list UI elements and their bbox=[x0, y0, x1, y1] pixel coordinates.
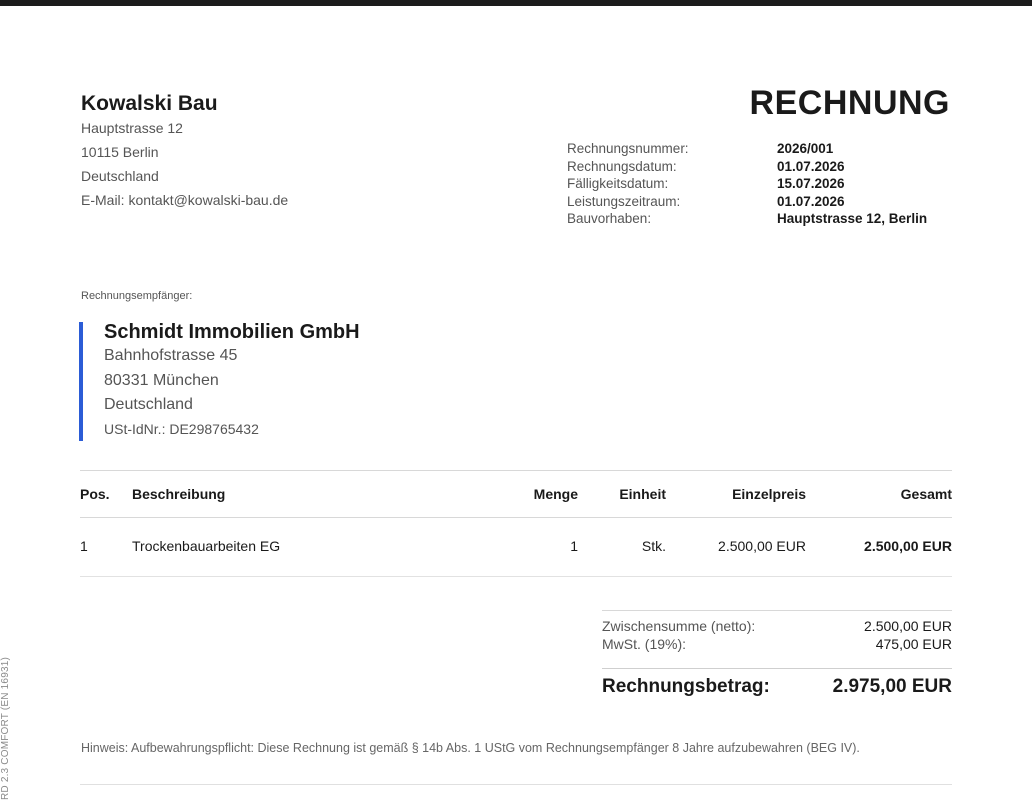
meta-value: 01.07.2026 bbox=[777, 193, 845, 209]
sender-city: 10115 Berlin bbox=[81, 144, 159, 160]
row-total: 2.500,00 EUR bbox=[864, 538, 952, 554]
sender-name: Kowalski Bau bbox=[81, 92, 218, 115]
sender-email: E-Mail: kontakt@kowalski-bau.de bbox=[81, 192, 289, 208]
table-header bbox=[80, 470, 952, 518]
sender-block bbox=[81, 92, 288, 212]
header-unit: Einheit bbox=[619, 486, 666, 502]
grand-total-value: 2.975,00 EUR bbox=[832, 676, 952, 697]
vat-row bbox=[602, 633, 952, 656]
vat-value: 475,00 EUR bbox=[875, 636, 952, 652]
recipient-country: Deutschland bbox=[104, 396, 193, 413]
sender-country: Deutschland bbox=[81, 168, 159, 184]
meta-label: Rechnungsdatum: bbox=[567, 158, 677, 174]
header-pos: Pos. bbox=[80, 486, 110, 502]
totals-block bbox=[602, 610, 952, 697]
subtotal-row bbox=[602, 610, 952, 633]
header-quantity: Menge bbox=[533, 486, 578, 502]
header-total: Gesamt bbox=[900, 486, 952, 502]
recipient-block bbox=[79, 322, 360, 441]
retention-note: Hinweis: Aufbewahrungspflicht: Diese Rechnung ist gemäß § 14b Abs. 1 UStG vom Rechnungsempfänger 8 Jahre aufzubewahren (BEG IV). bbox=[81, 741, 860, 755]
line-items-table bbox=[80, 470, 952, 577]
meta-value: Hauptstrasse 12, Berlin bbox=[777, 211, 928, 226]
row-unit: Stk. bbox=[641, 538, 666, 554]
grand-total-label: Rechnungsbetrag: bbox=[602, 676, 770, 697]
meta-label: Rechnungsnummer: bbox=[567, 141, 689, 156]
meta-row-invoice-number bbox=[567, 140, 952, 158]
header-unit-price: Einzelpreis bbox=[732, 486, 806, 502]
row-unit-price: 2.500,00 EUR bbox=[718, 538, 806, 554]
document-title: RECHNUNG bbox=[749, 84, 950, 122]
vat-label: MwSt. (19%): bbox=[602, 636, 687, 652]
meta-row-due-date bbox=[567, 175, 952, 193]
subtotal-value: 2.500,00 EUR bbox=[864, 618, 952, 634]
top-bar bbox=[0, 0, 1032, 6]
recipient-city: 80331 München bbox=[104, 371, 219, 389]
recipient-name: Schmidt Immobilien GmbH bbox=[104, 321, 360, 343]
sender-street: Hauptstrasse 12 bbox=[81, 120, 183, 136]
meta-row-project bbox=[567, 210, 952, 228]
row-pos: 1 bbox=[80, 538, 88, 554]
subtotal-label: Zwischensumme (netto): bbox=[602, 618, 756, 634]
meta-label: Bauvorhaben: bbox=[567, 211, 652, 226]
recipient-caption: Rechnungsempfänger: bbox=[81, 290, 193, 302]
meta-label: Leistungszeitraum: bbox=[567, 193, 681, 209]
grand-total-row bbox=[602, 668, 952, 704]
meta-value: 15.07.2026 bbox=[777, 176, 845, 191]
footer-divider bbox=[80, 784, 952, 785]
recipient-vat-id: USt-IdNr.: DE298765432 bbox=[104, 420, 259, 437]
invoice-meta bbox=[567, 140, 952, 228]
table-row bbox=[80, 518, 952, 577]
meta-value: 2026/001 bbox=[777, 141, 834, 156]
row-quantity: 1 bbox=[570, 538, 578, 554]
meta-label: Fälligkeitsdatum: bbox=[567, 176, 669, 191]
meta-row-invoice-date bbox=[567, 158, 952, 176]
recipient-street: Bahnhofstrasse 45 bbox=[104, 347, 238, 364]
vertical-format-label: RD 2.3 COMFORT (EN 16931) bbox=[0, 656, 11, 800]
meta-value: 01.07.2026 bbox=[777, 158, 845, 174]
header-description: Beschreibung bbox=[132, 486, 226, 502]
row-description: Trockenbauarbeiten EG bbox=[132, 538, 281, 554]
meta-row-service-period bbox=[567, 193, 952, 211]
